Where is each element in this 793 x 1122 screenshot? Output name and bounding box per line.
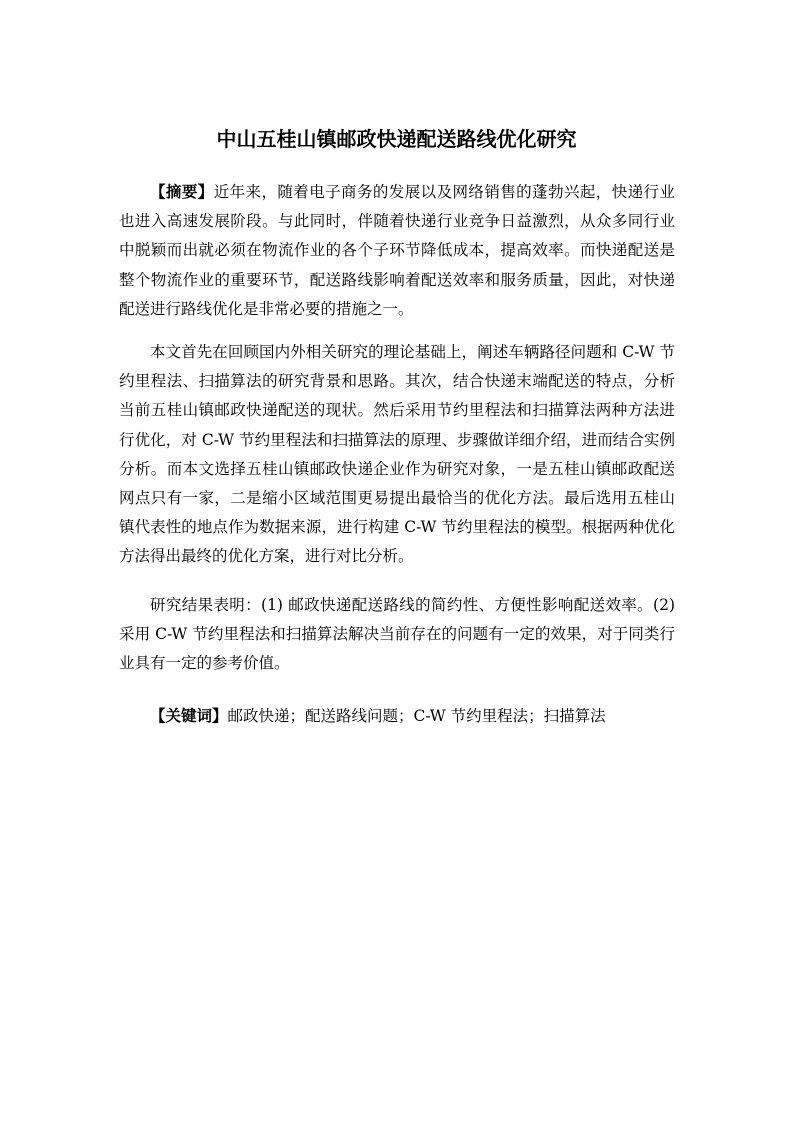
abstract-label: 【摘要】 xyxy=(150,183,214,201)
abstract-text: 近年来，随着电子商务的发展以及网络销售的蓬勃兴起，快递行业也进入高速发展阶段。与此同时，伴随着快递行业竞争日益激烈，从众多同行业中脱颖而出就必须在物流作业的各个子环节降低成本，提高效率。而快递配送是整个物流作业的重要环节，配送路线影响着配送效率和服务质量，因此，对快递配送进行路线优化是非常必要的措施之一。 xyxy=(119,183,675,318)
page-title: 中山五桂山镇邮政快递配送路线优化研究 xyxy=(216,127,577,151)
keywords-label: 【关键词】 xyxy=(150,707,228,725)
keywords-text: 邮政快递；配送路线问题；C-W 节约里程法；扫描算法 xyxy=(227,707,606,725)
abstract-paragraph xyxy=(119,178,675,324)
body-paragraph-3: 研究结果表明：(1) 邮政快递配送路线的简约性、方便性影响配送效率。(2) 采用 C-W 节约里程法和扫描算法解决当前存在的问题有一定的效果，对于同类行业具有一定的参考价值。 xyxy=(119,596,675,673)
body-paragraph-2: 本文首先在回顾国内外相关研究的理论基础上，阐述车辆路径问题和 C-W 节约里程法、扫描算法的研究背景和思路。其次，结合快递末端配送的特点，分析当前五桂山镇邮政快递配送的现状。然后采用节约里程法和扫描算法两种方法进行优化，对 C-W 节约里程法和扫描算法的原理、步骤做详细介绍，进而结合实例分析。而本文选择五桂山镇邮政快递企业作为研究对象，一是五桂山镇邮政配送网点只有一家，二是缩小区域范围更易提出最恰当的优化方法。最后选用五桂山镇代表性的地点作为数据来源，进行构建 C-W 节约里程法的模型。根据两种优化方法得出最终的优化方案，进行对比分析。 xyxy=(119,343,675,566)
keywords-line xyxy=(150,702,680,731)
